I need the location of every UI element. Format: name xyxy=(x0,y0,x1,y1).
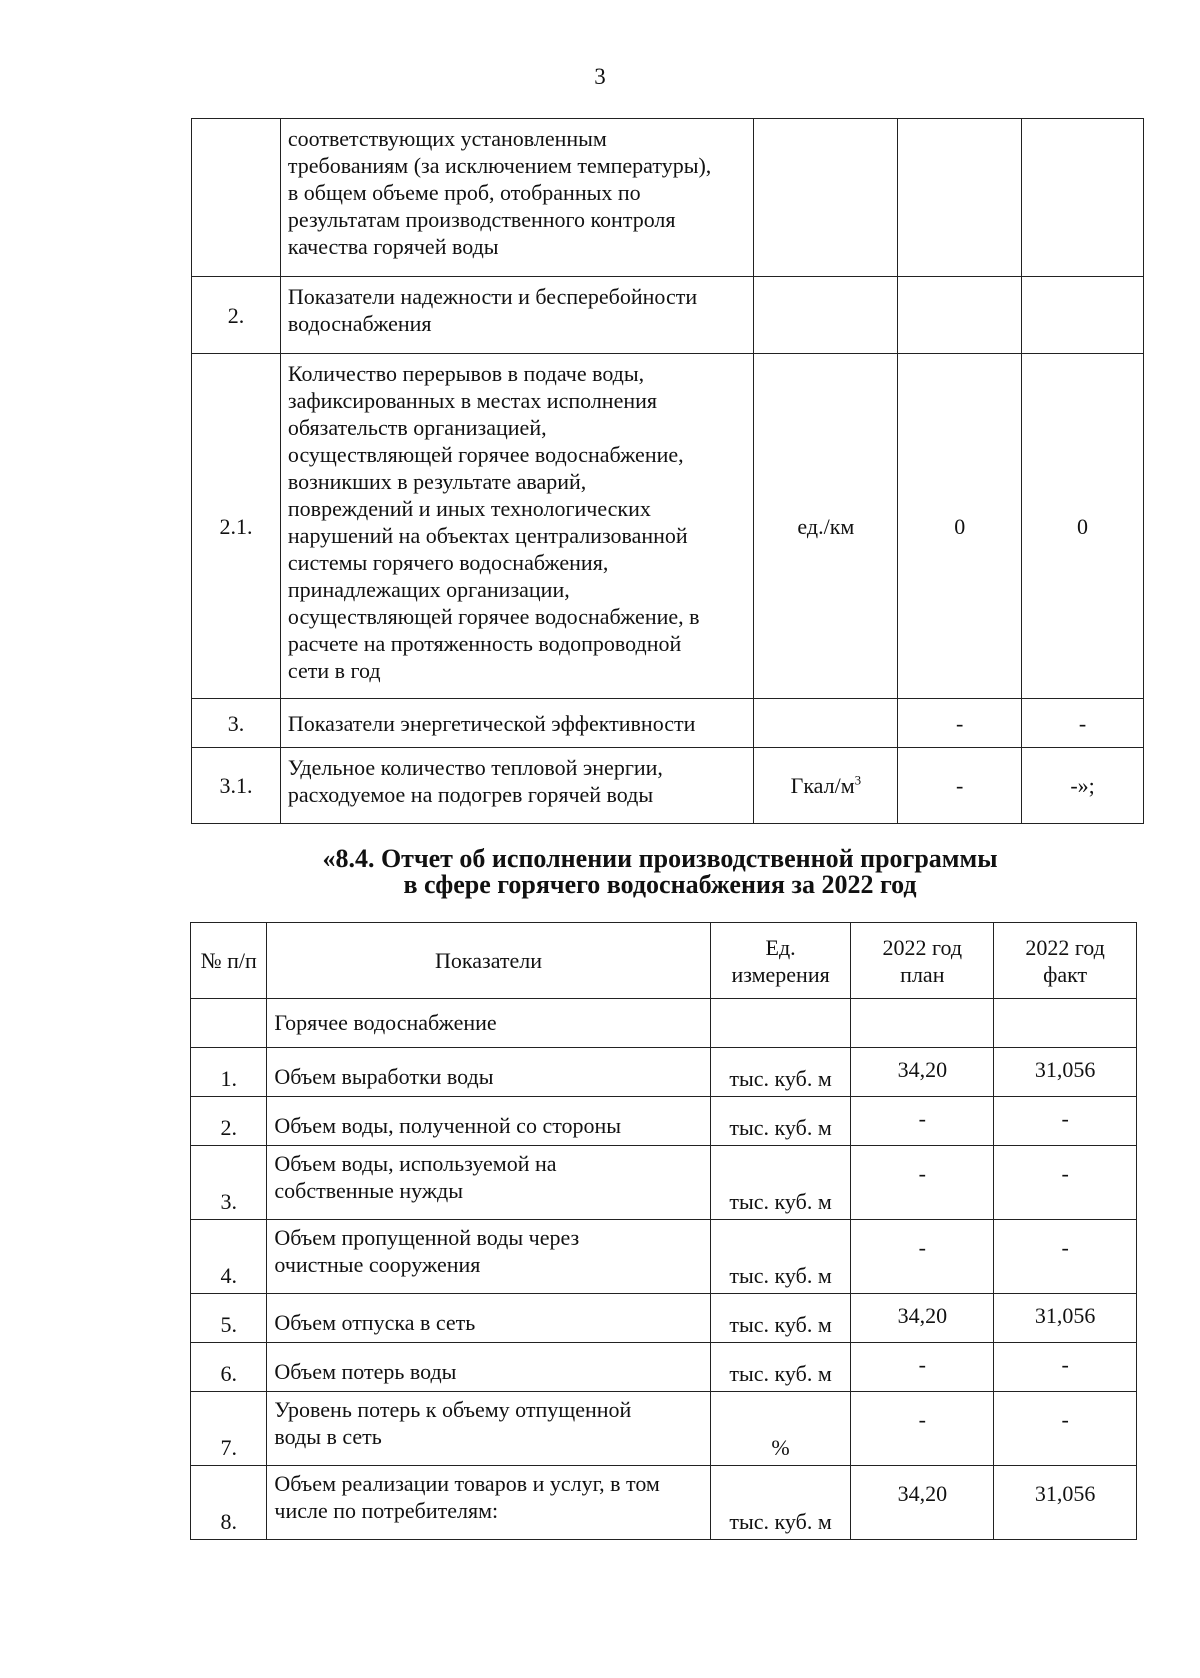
plan-cell: - xyxy=(851,1097,994,1146)
row-number: 4. xyxy=(191,1220,267,1294)
text-line: Количество перерывов в подаче воды, xyxy=(287,361,645,386)
table-row xyxy=(192,354,1144,699)
fact-cell xyxy=(1022,119,1144,277)
indicator-text xyxy=(280,748,754,824)
text-line: Объем выработки воды xyxy=(274,1064,494,1089)
unit-cell: тыс. куб. м xyxy=(710,1220,851,1294)
table-row xyxy=(191,1343,1137,1392)
text-line: собственные нужды xyxy=(274,1178,464,1203)
unit-superscript: 3 xyxy=(854,772,862,788)
unit-cell xyxy=(754,748,898,824)
unit-cell: тыс. куб. м xyxy=(710,1048,851,1097)
header-line: план xyxy=(900,961,945,987)
heading-line: в сфере горячего водоснабжения за 2022 год xyxy=(403,870,917,899)
fact-cell: 31,056 xyxy=(994,1466,1137,1540)
fact-cell: - xyxy=(994,1343,1137,1392)
row-number: 3. xyxy=(192,699,281,748)
table-row xyxy=(192,277,1144,354)
indicators-table-continued xyxy=(191,118,1144,824)
unit-cell: тыс. куб. м xyxy=(710,1097,851,1146)
plan-cell: 34,20 xyxy=(851,1294,994,1343)
indicator-text xyxy=(267,1048,710,1097)
plan-cell: 34,20 xyxy=(851,1466,994,1540)
table-row xyxy=(191,1220,1137,1294)
text-line: повреждений и иных технологических xyxy=(287,496,651,521)
indicator-text xyxy=(267,1146,710,1220)
table-row xyxy=(191,1048,1137,1097)
text-line: в общем объеме проб, отобранных по xyxy=(287,180,641,205)
table-row xyxy=(191,1146,1137,1220)
text-line: воды в сеть xyxy=(274,1424,382,1449)
row-number: 5. xyxy=(191,1294,267,1343)
unit-cell: ед./км xyxy=(754,354,898,699)
indicator-text xyxy=(267,1466,710,1540)
unit-cell xyxy=(754,119,898,277)
unit-cell xyxy=(754,699,898,748)
row-number: 7. xyxy=(191,1392,267,1466)
fact-cell: -»; xyxy=(1022,748,1144,824)
text-line: Удельное количество тепловой энергии, xyxy=(287,755,663,780)
row-number xyxy=(191,999,267,1048)
text-line: Горячее водоснабжение xyxy=(274,1009,497,1035)
unit-cell: % xyxy=(710,1392,851,1466)
row-number xyxy=(192,119,281,277)
indicator-text xyxy=(280,699,754,748)
row-number: 2. xyxy=(191,1097,267,1146)
indicator-text xyxy=(280,277,754,354)
table-row xyxy=(191,1097,1137,1146)
header-plan xyxy=(851,923,994,999)
indicator-text xyxy=(267,1392,710,1466)
text-line: Показатели энергетической эффективности xyxy=(287,710,696,736)
fact-cell: 0 xyxy=(1022,354,1144,699)
text-line: результатам производственного контроля xyxy=(287,207,676,232)
indicator-text xyxy=(267,999,710,1048)
heading-line: «8.4. Отчет об исполнении производственной программы xyxy=(322,844,998,873)
row-number: 3. xyxy=(191,1146,267,1220)
row-number: 1. xyxy=(191,1048,267,1097)
plan-cell: - xyxy=(851,1146,994,1220)
text-line: водоснабжения xyxy=(287,311,432,336)
text-line: расчете на протяженность водопроводной xyxy=(287,631,682,656)
indicator-text xyxy=(267,1097,710,1146)
unit-cell: тыс. куб. м xyxy=(710,1343,851,1392)
text-line: требованиям (за исключением температуры), xyxy=(287,153,712,178)
plan-cell: - xyxy=(851,1343,994,1392)
plan-cell xyxy=(851,999,994,1048)
text-line: нарушений на объектах централизованной xyxy=(287,523,688,548)
text-line: возникших в результате аварий, xyxy=(287,469,587,494)
unit-cell: тыс. куб. м xyxy=(710,1294,851,1343)
text-line: соответствующих установленным xyxy=(287,126,607,151)
header-fact xyxy=(994,923,1137,999)
table-row xyxy=(191,1392,1137,1466)
fact-cell: 31,056 xyxy=(994,1048,1137,1097)
table-header-row xyxy=(191,923,1137,999)
header-line: измерения xyxy=(731,961,830,987)
header-line: 2022 год xyxy=(1025,934,1105,960)
row-number: 2. xyxy=(192,277,281,354)
table-row xyxy=(191,1294,1137,1343)
unit-cell: тыс. куб. м xyxy=(710,1466,851,1540)
unit-cell: тыс. куб. м xyxy=(710,1146,851,1220)
fact-cell: - xyxy=(994,1097,1137,1146)
table-row xyxy=(192,699,1144,748)
header-unit xyxy=(710,923,851,999)
row-number: 2.1. xyxy=(192,354,281,699)
text-line: качества горячей воды xyxy=(287,234,499,259)
table-row xyxy=(192,119,1144,277)
plan-cell: - xyxy=(851,1392,994,1466)
header-num: № п/п xyxy=(191,923,267,999)
plan-cell xyxy=(898,277,1022,354)
header-line: 2022 год xyxy=(882,934,963,960)
plan-cell: 0 xyxy=(898,354,1022,699)
plan-cell: - xyxy=(898,748,1022,824)
indicator-text xyxy=(267,1343,710,1392)
fact-cell xyxy=(1022,277,1144,354)
header-indicator: Показатели xyxy=(267,923,710,999)
indicator-text xyxy=(267,1220,710,1294)
text-line: расходуемое на подогрев горячей воды xyxy=(287,782,654,807)
text-line: принадлежащих организации, xyxy=(287,577,570,602)
text-line: очистные сооружения xyxy=(274,1252,481,1277)
fact-cell: 31,056 xyxy=(994,1294,1137,1343)
fact-cell: - xyxy=(994,1392,1137,1466)
text-line: Уровень потерь к объему отпущенной xyxy=(274,1397,632,1422)
plan-cell: 34,20 xyxy=(851,1048,994,1097)
text-line: Объем потерь воды xyxy=(274,1359,457,1384)
table-row xyxy=(191,1466,1137,1540)
row-number: 3.1. xyxy=(192,748,281,824)
plan-cell: - xyxy=(851,1220,994,1294)
table-row xyxy=(191,999,1137,1048)
fact-cell: - xyxy=(994,1220,1137,1294)
text-line: системы горячего водоснабжения, xyxy=(287,550,609,575)
fact-cell: - xyxy=(1022,699,1144,748)
row-number: 8. xyxy=(191,1466,267,1540)
text-line: Объем воды, используемой на xyxy=(274,1151,557,1176)
row-number: 6. xyxy=(191,1343,267,1392)
section-heading xyxy=(0,846,1200,898)
text-line: осуществляющей горячее водоснабжение, в xyxy=(287,604,700,629)
indicator-text xyxy=(280,354,754,699)
text-line: числе по потребителям: xyxy=(274,1498,499,1523)
page-number: 3 xyxy=(594,64,606,89)
indicator-text xyxy=(280,119,754,277)
text-line: сети в год xyxy=(287,658,381,683)
plan-cell: - xyxy=(898,699,1022,748)
header-line: Ед. xyxy=(765,934,796,960)
unit-cell xyxy=(710,999,851,1048)
text-line: зафиксированных в местах исполнения xyxy=(287,388,657,413)
header-line: факт xyxy=(1043,961,1088,987)
text-line: осуществляющей горячее водоснабжение, xyxy=(287,442,684,467)
text-line: Объем реализации товаров и услуг, в том xyxy=(274,1471,660,1496)
text-line: обязательств организацией, xyxy=(287,415,547,440)
text-line: Показатели надежности и бесперебойности xyxy=(287,284,698,309)
plan-cell xyxy=(898,119,1022,277)
fact-cell: - xyxy=(994,1146,1137,1220)
text-line: Объем отпуска в сеть xyxy=(274,1310,476,1335)
fact-cell xyxy=(994,999,1137,1048)
report-table xyxy=(190,922,1137,1540)
text-line: Объем воды, полученной со стороны xyxy=(274,1113,622,1138)
indicator-text xyxy=(267,1294,710,1343)
text-line: Объем пропущенной воды через xyxy=(274,1225,580,1250)
unit-cell xyxy=(754,277,898,354)
table-row xyxy=(192,748,1144,824)
unit-text: Гкал/м xyxy=(790,773,855,798)
